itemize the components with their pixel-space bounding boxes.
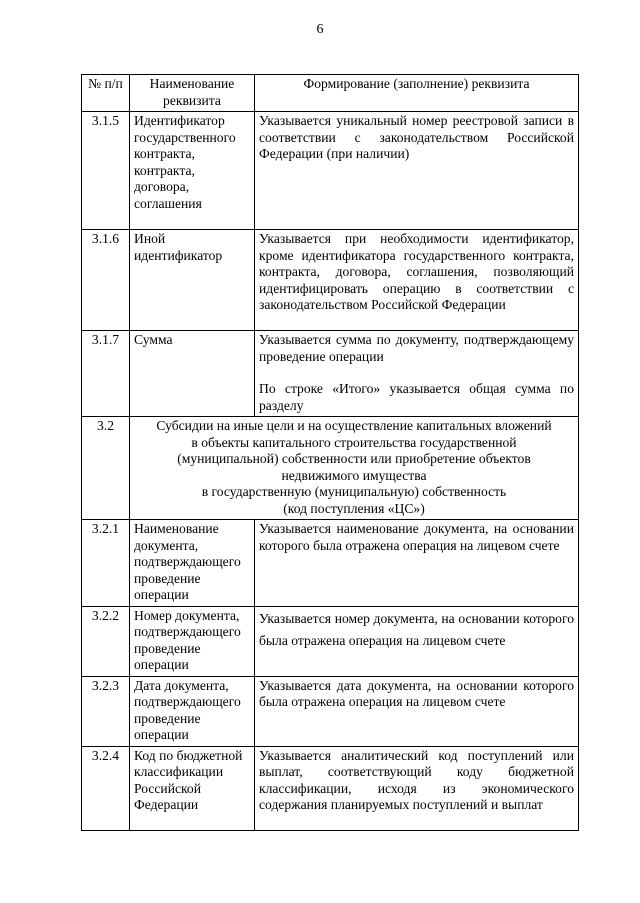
section-title-line: в государственную (муниципальную) собственность: [201, 484, 507, 499]
table-header-row: [82, 75, 579, 112]
row-requisite-name: Иной идентификатор: [130, 230, 255, 331]
row-requisite-filling: [255, 676, 579, 746]
table-row: [82, 112, 579, 230]
table-row: [82, 331, 579, 417]
filling-paragraph: Указывается при необходимости идентификатор, кроме идентификатора государственного контракта, контракта, договора, соглашения, позволяющий идентифицировать операцию в соответствии с законодательством Российской Федерации: [259, 231, 574, 312]
row-number: 3.1.6: [82, 230, 130, 331]
row-requisite-name: Наименование документа, подтверждающего проведение операции: [130, 520, 255, 607]
section-title-line: (код поступления «ЦС»): [283, 500, 425, 516]
table-row: [82, 606, 579, 676]
header-requisite-name: Наименование реквизита: [130, 75, 255, 112]
header-requisite-filling: Формирование (заполнение) реквизита: [255, 75, 579, 112]
page-number: 6: [316, 22, 324, 37]
row-number: 3.2.1: [82, 520, 130, 607]
section-title-line: Субсидии на иные цели и на осуществление капитальных вложений: [156, 418, 552, 433]
filling-paragraph: Указывается аналитический код поступлений или выплат, соответствующий коду бюджетной классификации, исходя из экономического содержания планируемых поступлений и выплат: [259, 747, 574, 812]
row-number: 3.1.5: [82, 112, 130, 230]
row-requisite-filling: [255, 520, 579, 607]
filling-paragraph: По строке «Итого» указывается общая сумма по разделу: [259, 381, 574, 413]
row-requisite-name: Идентификатор государственного контракта, контракта, договора, соглашения: [130, 112, 255, 230]
row-number: 3.2.4: [82, 746, 130, 830]
section-title: [130, 417, 579, 520]
row-requisite-filling: [255, 230, 579, 331]
row-requisite-filling: [255, 112, 579, 230]
filling-paragraph: Указывается дата документа, на основании которого была отражена операция на лицевом счете: [259, 677, 574, 709]
section-title-line: (муниципальной) собственности или приобретение объектов: [177, 451, 531, 466]
row-requisite-name: Номер документа, подтверждающего проведение операции: [130, 606, 255, 676]
requisites-table: [81, 74, 579, 831]
section-number: 3.2: [82, 417, 130, 520]
section-title-line: в объекты капитального строительства государственной: [191, 434, 517, 450]
row-requisite-name: Дата документа, подтверждающего проведение операции: [130, 676, 255, 746]
header-number: № п/п: [82, 75, 130, 112]
table-row: [82, 746, 579, 830]
row-requisite-name: Код по бюджетной классификации Российской Федерации: [130, 746, 255, 830]
filling-paragraph: Указывается сумма по документу, подтверждающему проведение операции: [259, 332, 574, 364]
row-requisite-filling: [255, 331, 579, 417]
row-number: 3.2.3: [82, 676, 130, 746]
row-requisite-name: Сумма: [130, 331, 255, 417]
filling-paragraph: Указывается уникальный номер реестровой записи в соответствии с законодательством Российской Федерации (при наличии): [259, 113, 574, 161]
table-row: [82, 520, 579, 607]
filling-paragraph: Указывается наименование документа, на основании которого была отражена операция на лицевом счете: [259, 521, 574, 553]
row-number: 3.1.7: [82, 331, 130, 417]
row-requisite-filling: [255, 606, 579, 676]
section-title-line: недвижимого имущества: [281, 467, 427, 483]
table-row: [82, 676, 579, 746]
filling-paragraph: Указывается номер документа, на основании которого была отражена операция на лицевом счете: [259, 610, 574, 648]
row-requisite-filling: [255, 746, 579, 830]
section-row: [82, 417, 579, 520]
table-row: [82, 230, 579, 331]
row-number: 3.2.2: [82, 606, 130, 676]
